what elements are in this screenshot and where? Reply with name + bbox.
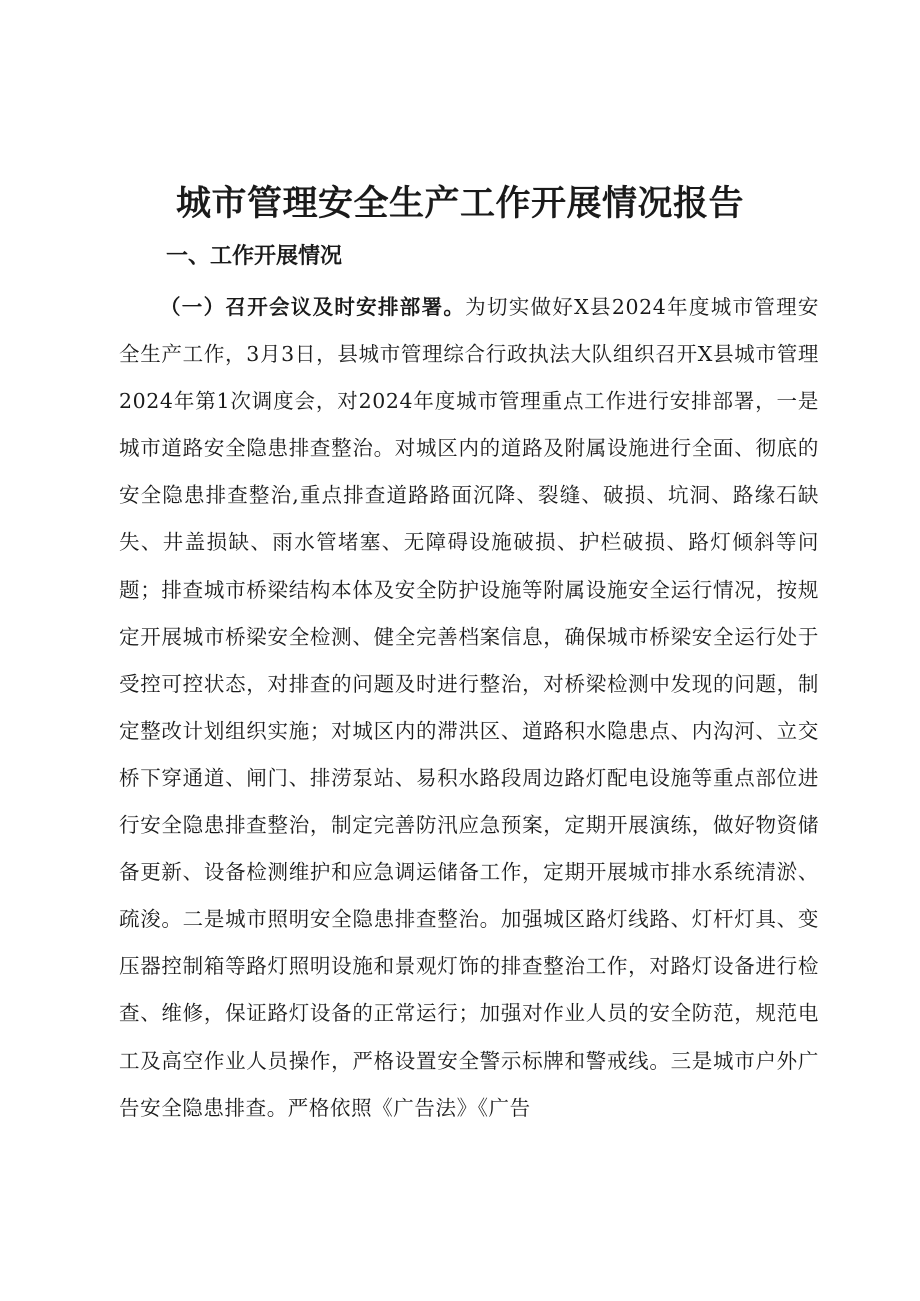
paragraph-text: 为切实做好X县2024年度城市管理安全生产工作，3月3日，县城市管理综合行政执法大队组织召开X县城市管理2024年第1次调度会，对2024年度城市管理重点工作进行安排部署，一是城市道路安全隐患排查整治。对城区内的道路及附属设施进行全面、彻底的安全隐患排查整治,重点排查道路路面沉降、裂缝、破损、坑洞、路缘石缺失、井盖损缺、雨水管堵塞、无障碍设施破损、护栏破损、路灯倾斜等问题；排查城市桥梁结构本体及安全防护设施等附属设施安全运行情况，按规定开展城市桥梁安全检测、健全完善档案信息，确保城市桥梁安全运行处于受控可控状态，对排查的问题及时进行整治，对桥梁检测中发现的问题，制定整改计划组织实施；对城区内的滞洪区、道路积水隐患点、内沟河、立交桥下穿通道、闸门、排涝泵站、易积水路段周边路灯配电设施等重点部位进行安全隐患排查整治，制定完善防汛应急预案，定期开展演练，做好物资储备更新、设备检测维护和应急调运储备工作，定期开展城市排水系统清淤、疏浚。二是城市照明安全隐患排查整治。加强城区路灯线路、灯杆灯具、变压器控制箱等路灯照明设施和景观灯饰的排查整治工作，对路灯设备进行检查、维修，保证路灯设备的正常运行；加强对作业人员的安全防范，规范电工及高空作业人员操作，严格设置安全警示标牌和警戒线。三是城市户外广告安全隐患排查。严格依照《广告法》《广告 — [119, 295, 819, 1120]
body-paragraph — [119, 284, 819, 1132]
section-heading: 一、工作开展情况 — [166, 244, 343, 269]
document-title: 城市管理安全生产工作开展情况报告 — [175, 184, 744, 224]
paragraph-subheading: （一）召开会议及时安排部署。 — [160, 295, 466, 319]
